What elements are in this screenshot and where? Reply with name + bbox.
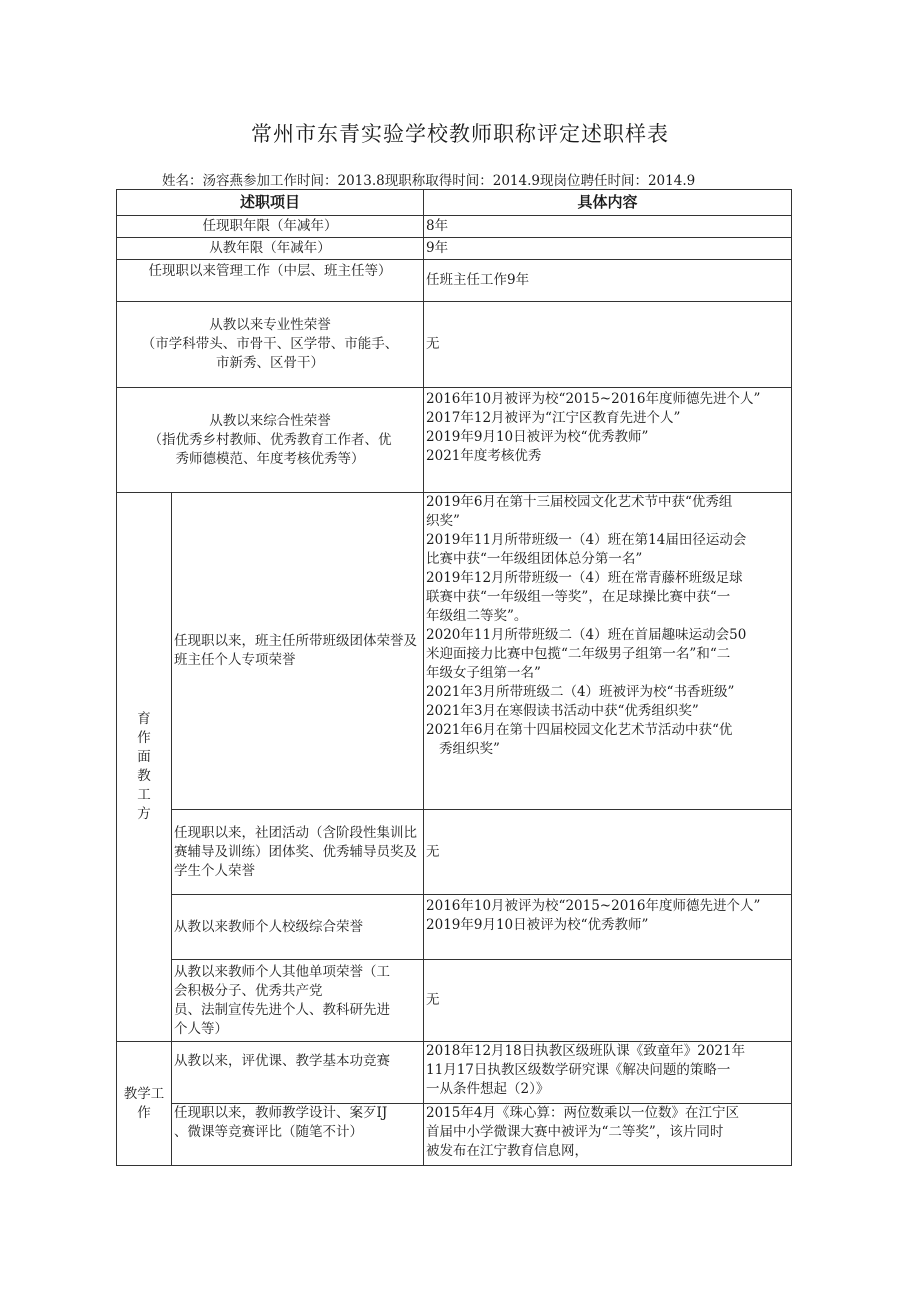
row-content: 8年 [424, 216, 792, 238]
evaluation-table [116, 189, 792, 1166]
label-line: 、微课等竞赛评比（随笔不计） [174, 1124, 363, 1140]
row-label: 任现职以来，社团活动（含阶段性集训比赛辅导及训练）团体奖、优秀辅导员奖及学生个人荣誉 [172, 810, 424, 895]
label-line: 会积极分子、优秀共产党 [174, 982, 323, 999]
content-line: 一从条件想起（2）》 [426, 1081, 550, 1097]
group-label-education [117, 493, 172, 1042]
row-label: 从教年限（年减年） [117, 238, 424, 260]
content-line: 2019年11月所带班级一（4）班在第14届田径运动会 [426, 532, 747, 548]
group-char: 面 [137, 749, 151, 765]
label-line: （市学科带头、市骨干、区学带、市能手、 [141, 336, 399, 352]
table-header-row [117, 190, 792, 216]
group-char: 作 [137, 730, 151, 746]
table-row [117, 493, 792, 810]
table-row [117, 960, 792, 1042]
table-row [117, 1042, 792, 1104]
row-content [424, 1104, 792, 1166]
header-item: 述职项目 [117, 190, 424, 216]
content-line: 比赛中获“一年级组团体总分第一名” [426, 551, 643, 567]
group-line: 作 [137, 1104, 151, 1121]
row-content: 无 [424, 302, 792, 388]
label-line: （指优秀乡村教师、优秀教育工作者、优 [148, 431, 392, 448]
row-label [172, 1104, 424, 1166]
row-content [424, 895, 792, 960]
content-line: 2018年12月18日执教区级班队课《致童年》2021年 [426, 1043, 746, 1059]
label-line: 员、法制宣传先进个人、教科研先进 [174, 1001, 390, 1018]
row-label [172, 960, 424, 1042]
group-char: 教 [137, 768, 151, 784]
group-line: 教学工 [123, 1085, 165, 1102]
teacher-info-line: 姓名：汤容燕参加工作时间：2013.8现职称取得时间：2014.9现岗位聘任时间：2014.9 [162, 173, 696, 189]
row-content [424, 1042, 792, 1104]
table-row [117, 238, 792, 260]
table-row [117, 216, 792, 238]
row-content: 9年 [424, 238, 792, 260]
label-line: 从教以来教师个人其他单项荣誉（工 [174, 963, 390, 980]
content-line: 2016年10月被评为校“2015~2016年度师德先进个人” [426, 898, 761, 914]
content-line: 11月17日执教区级数学研究课《解决问题的策略一 [426, 1062, 731, 1078]
label-line: 从教以来综合性荣誉 [209, 412, 331, 429]
page-title: 常州市东青实验学校教师职称评定述职样表 [251, 122, 669, 146]
content-line: 年级组二等奖”。 [426, 608, 528, 624]
content-line: 织奖” [426, 513, 460, 529]
content-line: 2017年12月被评为“江宁区教育先进个人” [426, 410, 681, 426]
table-row [117, 1104, 792, 1166]
group-char: 工 [137, 787, 151, 803]
row-label: 任现职年限（年减年） [117, 216, 424, 238]
table-row [117, 895, 792, 960]
label-line: 个人等） [174, 1020, 228, 1037]
row-label [117, 388, 424, 493]
row-content: 无 [424, 960, 792, 1042]
content-line: 2020年11月所带班级二（4）班在首届趣味运动会50 [426, 627, 747, 643]
group-label-teaching [117, 1042, 172, 1166]
header-content: 具体内容 [424, 190, 792, 216]
row-label: 任现职以来管理工作（中层、班主任等） [117, 260, 424, 302]
group-char: 育 [137, 711, 151, 727]
table-row [117, 388, 792, 493]
table-row [117, 302, 792, 388]
content-line: 秀组织奖” [439, 741, 500, 757]
content-line: 2016年10月被评为校“2015~2016年度师德先进个人” [426, 391, 761, 407]
content-line: 2019年9月10日被评为校“优秀教师” [426, 429, 649, 445]
row-label: 从教以来教师个人校级综合荣誉 [172, 895, 424, 960]
label-line: 从教以来专业性荣誉 [209, 317, 331, 333]
row-content: 无 [424, 810, 792, 895]
content-line: 2021年度考核优秀 [426, 448, 542, 464]
row-content [424, 493, 792, 810]
content-line: 2021年6月在第十四届校园文化艺术节活动中获“优 [426, 722, 733, 738]
content-line: 2019年9月10日被评为校“优秀教师” [426, 917, 649, 933]
content-line: 2021年3月在寒假读书活动中获“优秀组织奖” [426, 703, 699, 719]
row-content [424, 388, 792, 493]
content-line: 2021年3月所带班级二（4）班被评为校“书香班级” [426, 684, 735, 700]
content-line: 联赛中获“一年级组一等奖”，在足球操比赛中获“一 [426, 589, 731, 605]
label-line: 秀师德模范、年度考核优秀等） [175, 450, 365, 467]
content-line: 2015年4月《珠心算：两位数乘以一位数》在江宁区 [426, 1105, 739, 1121]
table-row [117, 810, 792, 895]
content-line: 首届中小学微课大赛中被评为“二等奖”，该片同时 [426, 1124, 724, 1140]
row-label [117, 302, 424, 388]
row-content: 任班主任工作9年 [424, 260, 792, 302]
content-line: 米迎面接力比赛中包揽“二年级男子组第一名”和“二 [426, 646, 731, 662]
group-char: 方 [137, 806, 151, 822]
label-line: 市新秀、区骨干） [216, 355, 324, 371]
content-line: 被发布在江宁教育信息网， [426, 1143, 589, 1159]
content-line: 2019年6月在第十三届校园文化艺术节中获“优秀组 [426, 494, 733, 510]
row-label: 任现职以来，班主任所带班级团体荣誉及班主任个人专项荣誉 [172, 493, 424, 810]
label-line: 任现职以来，教师教学设计、案歹IJ [174, 1105, 388, 1121]
row-label: 从教以来，评优课、教学基本功竞赛 [172, 1042, 424, 1104]
content-line: 年级女子组第一名” [426, 665, 541, 681]
table-row [117, 260, 792, 302]
content-line: 2019年12月所带班级一（4）班在常青藤杯班级足球 [426, 570, 743, 586]
